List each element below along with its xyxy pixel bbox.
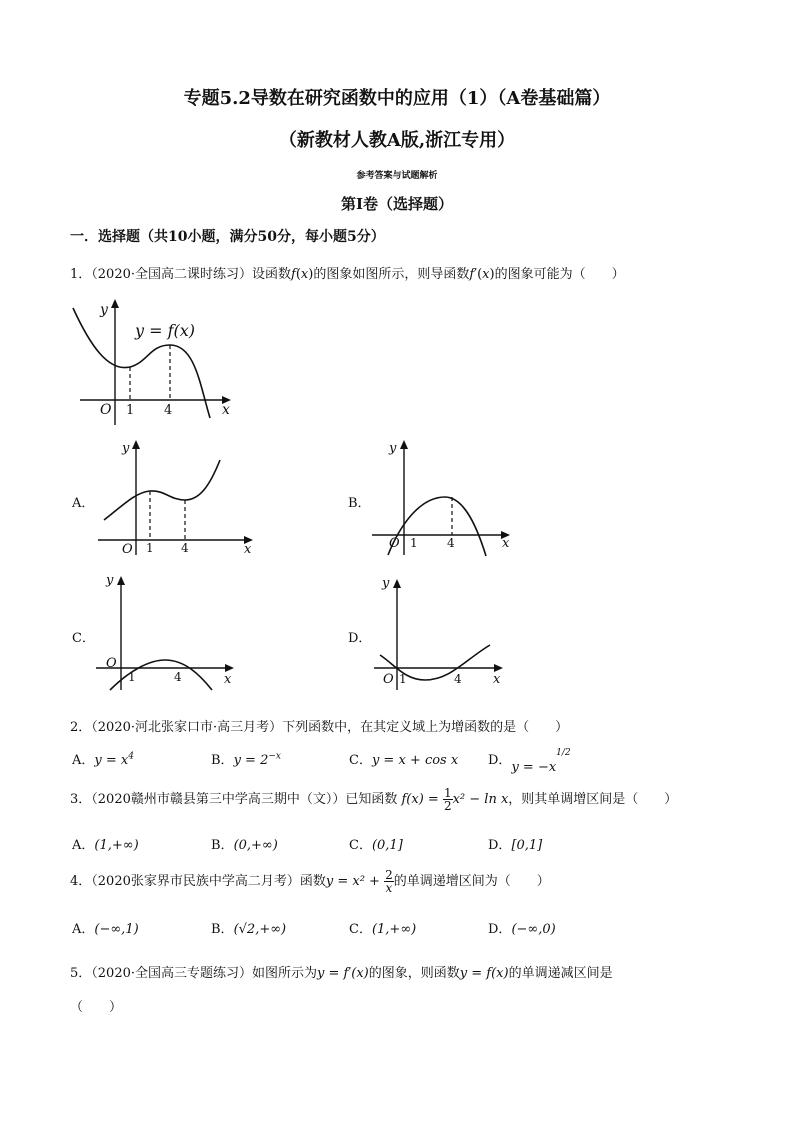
svg-text:x: x bbox=[244, 542, 252, 557]
svg-text:x: x bbox=[493, 672, 501, 687]
main-tick-1: 1 bbox=[126, 403, 135, 418]
svg-text:4: 4 bbox=[447, 536, 455, 550]
volume-heading: 第Ⅰ卷（选择题） bbox=[340, 195, 454, 213]
svg-text:1: 1 bbox=[146, 541, 154, 555]
svg-text:1: 1 bbox=[399, 672, 407, 686]
svg-text:y: y bbox=[382, 576, 390, 591]
question-1-text: 1．（2020·全国高二课时练习）设函数f(x)的图象如图所示，则导函数f′(x)的图象可能为（ ） bbox=[70, 267, 625, 282]
svg-text:O: O bbox=[383, 672, 394, 687]
svg-text:y: y bbox=[389, 441, 397, 456]
q2-option-B[interactable]: B．$y = 2^{-x}$ bbox=[211, 751, 281, 768]
q4-option-C[interactable]: C．(1,+∞) bbox=[349, 922, 417, 937]
svg-text:y: y bbox=[122, 441, 130, 456]
svg-text:y: y bbox=[106, 573, 114, 588]
svg-text:x: x bbox=[224, 672, 232, 687]
question-5-paren: （ ） bbox=[70, 1000, 123, 1015]
q4-option-B[interactable]: B．(√2,+∞) bbox=[211, 922, 287, 937]
paper-title: 专题5.2导数在研究函数中的应用（1）（A卷基础篇） bbox=[183, 88, 611, 109]
q3-option-B[interactable]: B．(0,+∞) bbox=[211, 838, 278, 853]
main-curve-label: y = f(x) bbox=[135, 321, 196, 340]
option-A-letter[interactable]: A． bbox=[72, 496, 95, 511]
q3-option-C[interactable]: C．(0,1] bbox=[349, 838, 403, 853]
main-tick-4: 4 bbox=[164, 403, 173, 418]
q2-option-D[interactable]: D．$y = -x^{1/2}$ bbox=[488, 747, 571, 775]
svg-text:1: 1 bbox=[410, 536, 418, 550]
q3-option-A[interactable]: A．(1,+∞) bbox=[72, 838, 139, 853]
svg-text:O: O bbox=[122, 542, 133, 557]
question-4-text: 4．（2020张家界市民族中学高二月考）函数y = x² + $\frac{2}{x}$ 的单调递增区间为（ ） bbox=[70, 868, 550, 895]
section-heading: 一．选择题（共10小题，满分50分，每小题5分） bbox=[70, 229, 385, 245]
svg-text:O: O bbox=[106, 656, 117, 671]
paper-subtitle: （新教材人教A版,浙江专用） bbox=[278, 130, 516, 151]
option-C-letter[interactable]: C． bbox=[72, 631, 95, 646]
main-y-label: y bbox=[100, 302, 108, 318]
svg-text:1: 1 bbox=[128, 670, 136, 684]
svg-text:O: O bbox=[389, 536, 400, 551]
main-x-label: x bbox=[222, 402, 230, 418]
q4-option-A[interactable]: A．(−∞,1) bbox=[72, 922, 139, 937]
svg-text:4: 4 bbox=[454, 672, 462, 686]
q2-option-A[interactable]: A．$y = x^4$ bbox=[72, 751, 134, 768]
svg-text:4: 4 bbox=[181, 541, 189, 555]
svg-text:4: 4 bbox=[174, 670, 182, 684]
option-B-letter[interactable]: B． bbox=[348, 496, 371, 511]
answer-note: 参考答案与试题解析 bbox=[356, 171, 438, 181]
main-origin: O bbox=[100, 402, 112, 418]
q2-option-C[interactable]: C．y = x + cos x bbox=[349, 753, 459, 768]
question-2-text: 2．（2020·河北张家口市·高三月考）下列函数中，在其定义域上为增函数的是（ ） bbox=[70, 720, 569, 735]
option-D-letter[interactable]: D． bbox=[348, 631, 372, 646]
question-3-text: 3．（2020赣州市赣县第三中学高三期中（文））已知函数 f(x) = $\frac{1}{2}$ x² − ln x，则其单调增区间是（ ） bbox=[70, 786, 678, 813]
svg-text:x: x bbox=[502, 536, 510, 551]
question-5-text: 5．（2020·全国高三专题练习）如图所示为y = f′(x)的图象，则函数y = f(x)的单调递减区间是 bbox=[70, 966, 613, 981]
q4-option-D[interactable]: D．(−∞,0) bbox=[488, 922, 556, 937]
q3-option-D[interactable]: D．[0,1] bbox=[488, 838, 543, 853]
